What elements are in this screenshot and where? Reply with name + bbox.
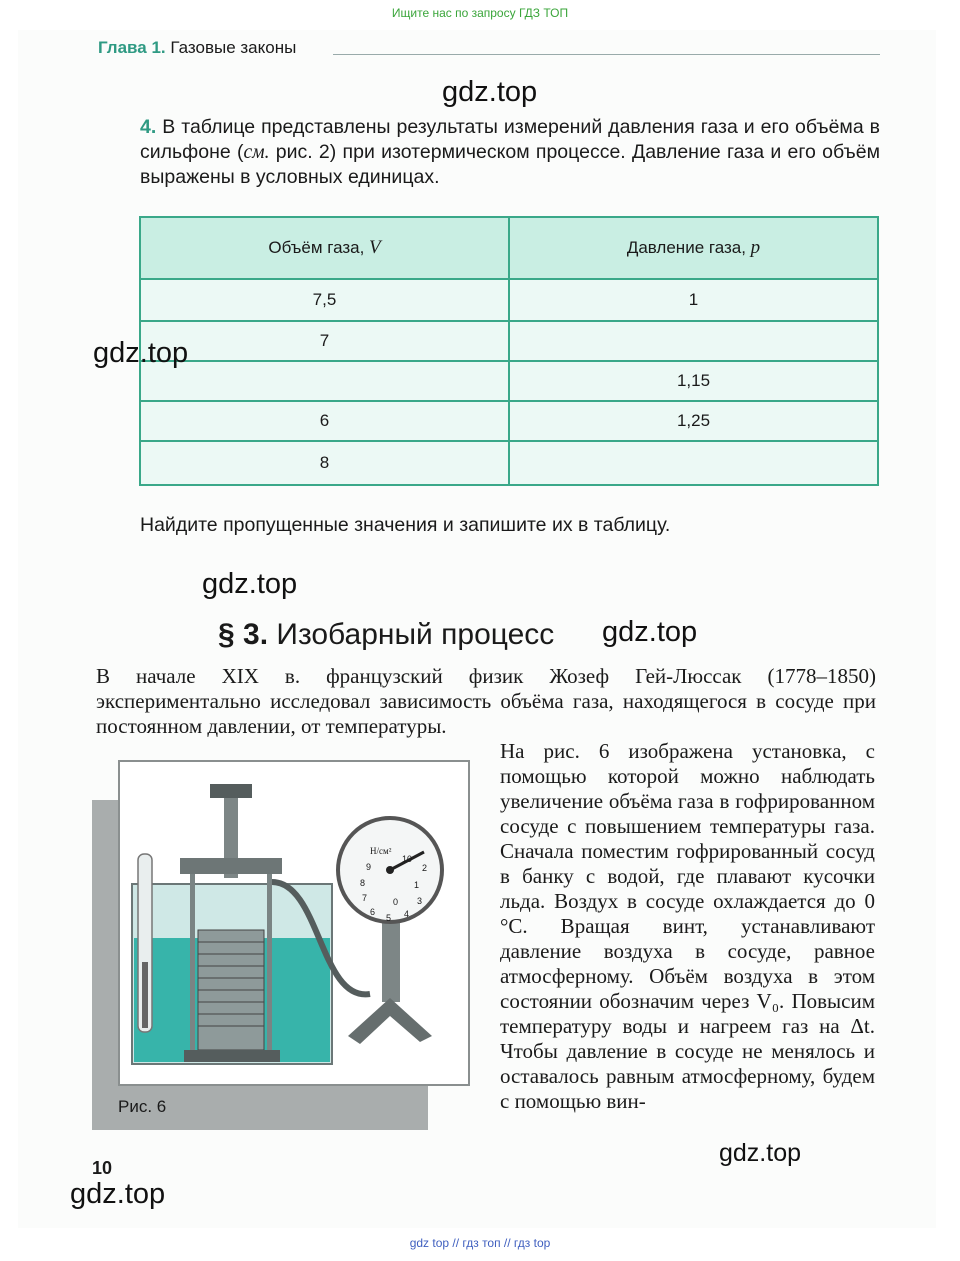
gauge-tick: 3: [417, 896, 423, 906]
page-number: 10: [92, 1158, 113, 1178]
section-title: Изобарный процесс: [268, 618, 555, 651]
table-row: [140, 279, 878, 321]
cell-volume: 8: [140, 441, 509, 485]
figure-caption: Рис. 6: [118, 1097, 167, 1116]
gauge-tick: 0: [393, 897, 399, 907]
cell-pressure: 1: [509, 279, 878, 321]
base-plate: [184, 1050, 280, 1062]
task-4: [140, 115, 880, 190]
table-row: [140, 361, 878, 401]
chapter-title: Газовые законы: [170, 38, 297, 57]
watermark: gdz.top: [442, 76, 538, 108]
task-text-2: рис. 2) при изотермическом процессе. Давление газа и его объём выражены в условных единицах.: [140, 141, 880, 188]
table-header-row: [140, 217, 878, 279]
section-heading: [218, 618, 554, 652]
running-header: [98, 38, 296, 58]
header-volume: [140, 217, 509, 279]
chapter-label: Глава 1.: [98, 38, 166, 57]
bottom-links[interactable]: gdz top // гдз топ // гдз top: [409, 1236, 551, 1250]
watermark: gdz.top: [93, 337, 189, 369]
cell-volume: 7: [140, 321, 509, 361]
gauge-tick: 8: [360, 878, 366, 888]
watermark: gdz.top: [719, 1139, 802, 1167]
gauge-tripod: [348, 998, 432, 1044]
paragraph-setup: На рис. 6 изображена установка, с помощью которой можно наблюдать увеличение объёма газа в гофрированном сосуде с повышением температуры газа. Сначала поместим гофрированный сосуд в банку с водой, где плавают кусочки льда. Воздух в сосуде охлаждается до 0 °С. Вращая винт, устанавливают давление воздуха в сосуде, равное атмосферному. Объём воздуха в этом состоянии обозначим через V₀. Повысим температуру воды и нагреем газ на Δt. Чтобы давление в сосуде не менялось и оставалось равным атмосферному, будем с помощью вин-: [500, 739, 875, 1113]
header-pressure-label: Давление газа,: [626, 238, 751, 257]
paragraph-intro: В начале XIX в. французский физик Жозеф Гей-Люссак (1778–1850) экспериментально исследовал зависимость объёма газа, находящегося в сосуде при постоянном давлении, от температуры.: [96, 664, 876, 738]
watermark: gdz.top: [202, 568, 298, 600]
section-number: § 3.: [218, 618, 269, 651]
table-row: [140, 321, 878, 361]
gauge-tick: 6: [370, 907, 376, 917]
header-rule: [333, 54, 880, 55]
header-pressure-symbol: p: [750, 237, 761, 258]
gauge-unit: Н/см²: [370, 846, 392, 856]
gauge-tick: 4: [404, 909, 410, 919]
gauge-tick: 9: [366, 862, 372, 872]
gauge-tick: 2: [422, 863, 428, 873]
top-banner[interactable]: Ищите нас по запросу ГДЗ ТОП: [391, 6, 569, 20]
figure-6: [118, 760, 470, 1086]
press-plate: [180, 858, 282, 874]
apparatus-illustration: [120, 762, 468, 1084]
header-volume-symbol: V: [369, 237, 381, 258]
cell-volume: 7,5: [140, 279, 509, 321]
gauge-tick: 5: [386, 913, 392, 923]
gauge-stand: [382, 912, 400, 1002]
header-volume-label: Объём газа,: [268, 238, 370, 257]
header-pressure: [509, 217, 878, 279]
task-text-see: см.: [243, 142, 270, 163]
measurement-table: [139, 216, 879, 486]
gauge-tick: 1: [414, 880, 420, 890]
table-row: [140, 441, 878, 485]
cell-pressure: [509, 441, 878, 485]
gauge-tick: 7: [362, 893, 368, 903]
screw-handle: [210, 784, 252, 798]
gauge-tick: 10: [402, 854, 413, 864]
press-rod-right: [267, 874, 272, 1050]
cell-pressure: [509, 321, 878, 361]
cell-volume: 6: [140, 401, 509, 441]
table-row: [140, 401, 878, 441]
cell-volume: [140, 361, 509, 401]
task-instruction: Найдите пропущенные значения и запишите их в таблицу.: [140, 514, 671, 536]
press-rod-left: [190, 874, 195, 1050]
watermark: gdz.top: [602, 616, 698, 648]
task-text-1: В таблице представлены результаты измерений давления газа и его объёма в сильфоне (: [140, 116, 881, 163]
cell-pressure: 1,25: [509, 401, 878, 441]
cell-pressure: 1,15: [509, 361, 878, 401]
watermark: gdz.top: [70, 1178, 166, 1210]
thermometer-column: [142, 962, 148, 1028]
task-number: 4.: [140, 116, 157, 138]
